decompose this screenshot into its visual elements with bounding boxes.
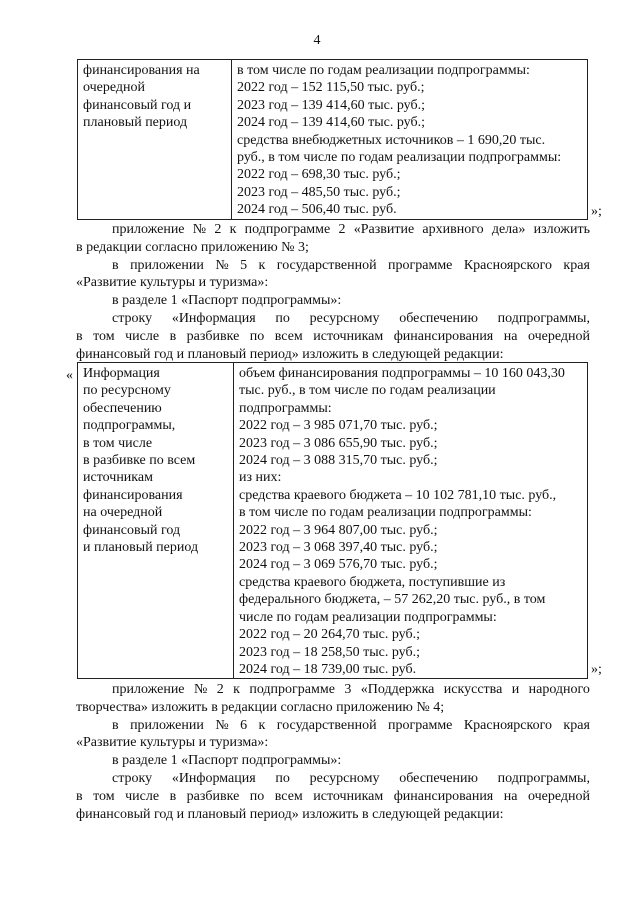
table-line: финансовый год — [83, 522, 181, 538]
word: очередной — [527, 788, 590, 804]
table-line: 2024 год – 3 088 315,70 тыс. руб.; — [239, 453, 438, 469]
table-line: 2024 год – 3 069 576,70 тыс. руб.; — [239, 557, 438, 573]
word: в — [112, 717, 119, 733]
word: обеспечению — [399, 770, 478, 786]
word: подпрограммы, — [497, 310, 590, 326]
word: по — [275, 310, 290, 326]
table-line: средства внебюджетных источников – 1 690,20 тыс. — [237, 132, 546, 148]
word: 6 — [240, 717, 248, 733]
word: 3 — [344, 682, 352, 697]
table-line: 2023 год – 3 086 655,90 тыс. руб.; — [239, 435, 438, 451]
word: Красноярского — [463, 717, 552, 733]
word: том — [93, 788, 115, 804]
word: финансирования — [393, 788, 494, 804]
table-line: финансирования на — [83, 63, 200, 78]
word: том — [93, 328, 115, 344]
word: государственной — [276, 717, 377, 733]
word: Красноярского — [463, 257, 552, 273]
passport-table-continuation — [77, 59, 588, 220]
word: в — [169, 788, 177, 804]
table-line: средства краевого бюджета – 10 102 781,10 тыс. руб., — [239, 487, 557, 503]
table-line: из них: — [239, 470, 282, 486]
paragraph-line: финансовый год и плановый период» изложить в следующей редакции: — [76, 346, 504, 362]
word: народного — [528, 682, 590, 697]
word: и — [511, 682, 520, 697]
table-line: 2023 год – 18 258,50 тыс. руб.; — [239, 644, 420, 660]
paragraph-line: творчества» изложить в редакции согласно приложению № 4; — [76, 699, 445, 715]
word: приложении — [130, 717, 204, 733]
word: по — [275, 770, 290, 786]
table-line: средства краевого бюджета, поступившие из — [239, 574, 506, 590]
word: в — [76, 328, 83, 344]
word: в — [169, 328, 177, 344]
table-line: тыс. руб., в том числе по годам реализации — [239, 383, 496, 399]
paragraph-line: в разделе 1 «Паспорт подпрограммы»: — [112, 753, 342, 769]
table-label-cell — [78, 60, 232, 220]
word: разбивке — [186, 788, 240, 804]
word: государственной — [276, 257, 377, 273]
amendment-paragraphs-1 — [76, 221, 590, 363]
word: ресурсному — [309, 770, 380, 786]
table-line: Информация — [83, 366, 160, 381]
table-line: 2023 год – 485,50 тыс. руб.; — [237, 184, 401, 200]
word: «Информация — [171, 310, 256, 326]
table-line: 2022 год – 20 264,70 тыс. руб.; — [239, 627, 420, 643]
word: к — [258, 717, 266, 733]
word: по — [249, 788, 265, 804]
word: 2 — [338, 222, 346, 237]
word: финансирования — [393, 328, 494, 344]
table-line: числе по годам реализации подпрограммы: — [239, 609, 497, 625]
word: подпрограммы, — [497, 770, 590, 786]
paragraph-line — [76, 221, 590, 239]
word: архивного — [422, 222, 484, 237]
table-line: очередной — [83, 80, 146, 96]
table-line: 2023 год – 3 068 397,40 тыс. руб.; — [239, 540, 438, 556]
table-line: и плановый период — [83, 540, 199, 556]
table-line: финансирования — [83, 487, 183, 503]
word: искусства — [443, 682, 503, 697]
paragraph-line — [76, 257, 590, 275]
closing-quote: »; — [591, 204, 602, 219]
word: 2 — [214, 222, 222, 237]
table-line: федерального бюджета, – 57 262,20 тыс. руб., в том — [239, 592, 546, 608]
table-line: на очередной — [83, 505, 163, 521]
table-line: 2024 год – 139 414,60 тыс. руб.; — [237, 115, 425, 131]
word: в — [76, 788, 83, 804]
table-line: подпрограммы, — [83, 418, 176, 434]
word: подпрограмме — [244, 222, 331, 237]
amendment-paragraphs-2 — [76, 681, 590, 823]
paragraph-line: в редакции согласно приложению № 3; — [76, 239, 309, 255]
page-number: 4 — [313, 33, 321, 48]
word: строку — [112, 770, 153, 786]
word: № — [193, 682, 208, 697]
word: № — [192, 222, 207, 237]
word: строку — [112, 310, 153, 326]
word: № — [215, 257, 229, 273]
table-line: 2022 год – 152 115,50 тыс. руб.; — [237, 80, 425, 96]
table-line: 2022 год – 698,30 тыс. руб.; — [237, 167, 401, 183]
word: 2 — [216, 682, 224, 697]
table-line: 2024 год – 18 739,00 тыс. руб. — [239, 661, 417, 677]
table-line: в том числе по годам реализации подпрограммы: — [239, 505, 532, 521]
closing-quote: »; — [591, 662, 602, 677]
word: «Развитие — [353, 222, 415, 237]
table-line: 2022 год – 3 964 807,00 тыс. руб.; — [239, 522, 438, 538]
word: приложение — [112, 222, 185, 237]
passport-table-resources — [77, 362, 588, 679]
table-value-cell — [232, 60, 588, 220]
paragraph-line — [76, 681, 590, 699]
word: к — [258, 257, 266, 273]
word: программе — [388, 257, 453, 273]
opening-quote: « — [66, 368, 73, 383]
word: «Поддержка — [360, 682, 435, 697]
table-line: источникам — [83, 470, 153, 486]
word: к — [229, 222, 237, 237]
table-line: объем финансирования подпрограммы – 10 160 043,30 — [239, 366, 565, 381]
table-label-cell — [78, 363, 234, 679]
word: всем — [274, 788, 303, 804]
table-line: плановый период — [83, 115, 188, 131]
word: дела» — [491, 222, 526, 237]
word: обеспечению — [399, 310, 478, 326]
word: к — [233, 682, 240, 697]
word: № — [215, 717, 229, 733]
table-line: подпрограммы: — [239, 400, 332, 416]
word: источникам — [313, 328, 384, 344]
word: источникам — [313, 788, 384, 804]
table-line: финансовый год и — [83, 97, 192, 113]
word: края — [563, 717, 590, 733]
word: подпрограмме — [249, 682, 335, 697]
word: ресурсному — [309, 310, 380, 326]
word: на — [503, 788, 518, 804]
paragraph-line: финансовый год и плановый период» изложить в следующей редакции: — [76, 806, 504, 822]
word: «Информация — [171, 770, 256, 786]
paragraph-line: в разделе 1 «Паспорт подпрограммы»: — [112, 293, 342, 309]
word: приложение — [112, 682, 185, 697]
table-line: обеспечению — [83, 400, 162, 416]
table-line: в том числе — [83, 435, 153, 451]
table-line: 2023 год – 139 414,60 тыс. руб.; — [237, 97, 425, 113]
table-line: по ресурсному — [83, 383, 171, 399]
table-value-cell — [234, 363, 588, 679]
paragraph-line — [76, 717, 590, 735]
paragraph-line — [76, 328, 590, 346]
word: разбивке — [186, 328, 240, 344]
word: по — [249, 328, 265, 344]
table-line: руб., в том числе по годам реализации подпрограммы: — [237, 150, 562, 166]
word: числе — [125, 328, 160, 344]
paragraph-line — [76, 788, 590, 806]
paragraph-line — [76, 310, 590, 328]
word: программе — [388, 717, 453, 733]
word: числе — [125, 788, 160, 804]
paragraph-line: «Развитие культуры и туризма»: — [76, 735, 269, 751]
word: в — [112, 257, 119, 273]
word: всем — [274, 328, 303, 344]
word: изложить — [533, 222, 590, 237]
word: на — [503, 328, 518, 344]
table-line: в том числе по годам реализации подпрограммы: — [237, 63, 530, 78]
table-line: в разбивке по всем — [83, 453, 196, 469]
word: очередной — [527, 328, 590, 344]
table-line: 2022 год – 3 985 071,70 тыс. руб.; — [239, 418, 438, 434]
paragraph-line — [76, 770, 590, 788]
paragraph-line: «Развитие культуры и туризма»: — [76, 275, 269, 291]
word: края — [563, 257, 590, 273]
word: 5 — [240, 257, 248, 273]
table-line: 2024 год – 506,40 тыс. руб. — [237, 202, 397, 218]
word: приложении — [130, 257, 204, 273]
